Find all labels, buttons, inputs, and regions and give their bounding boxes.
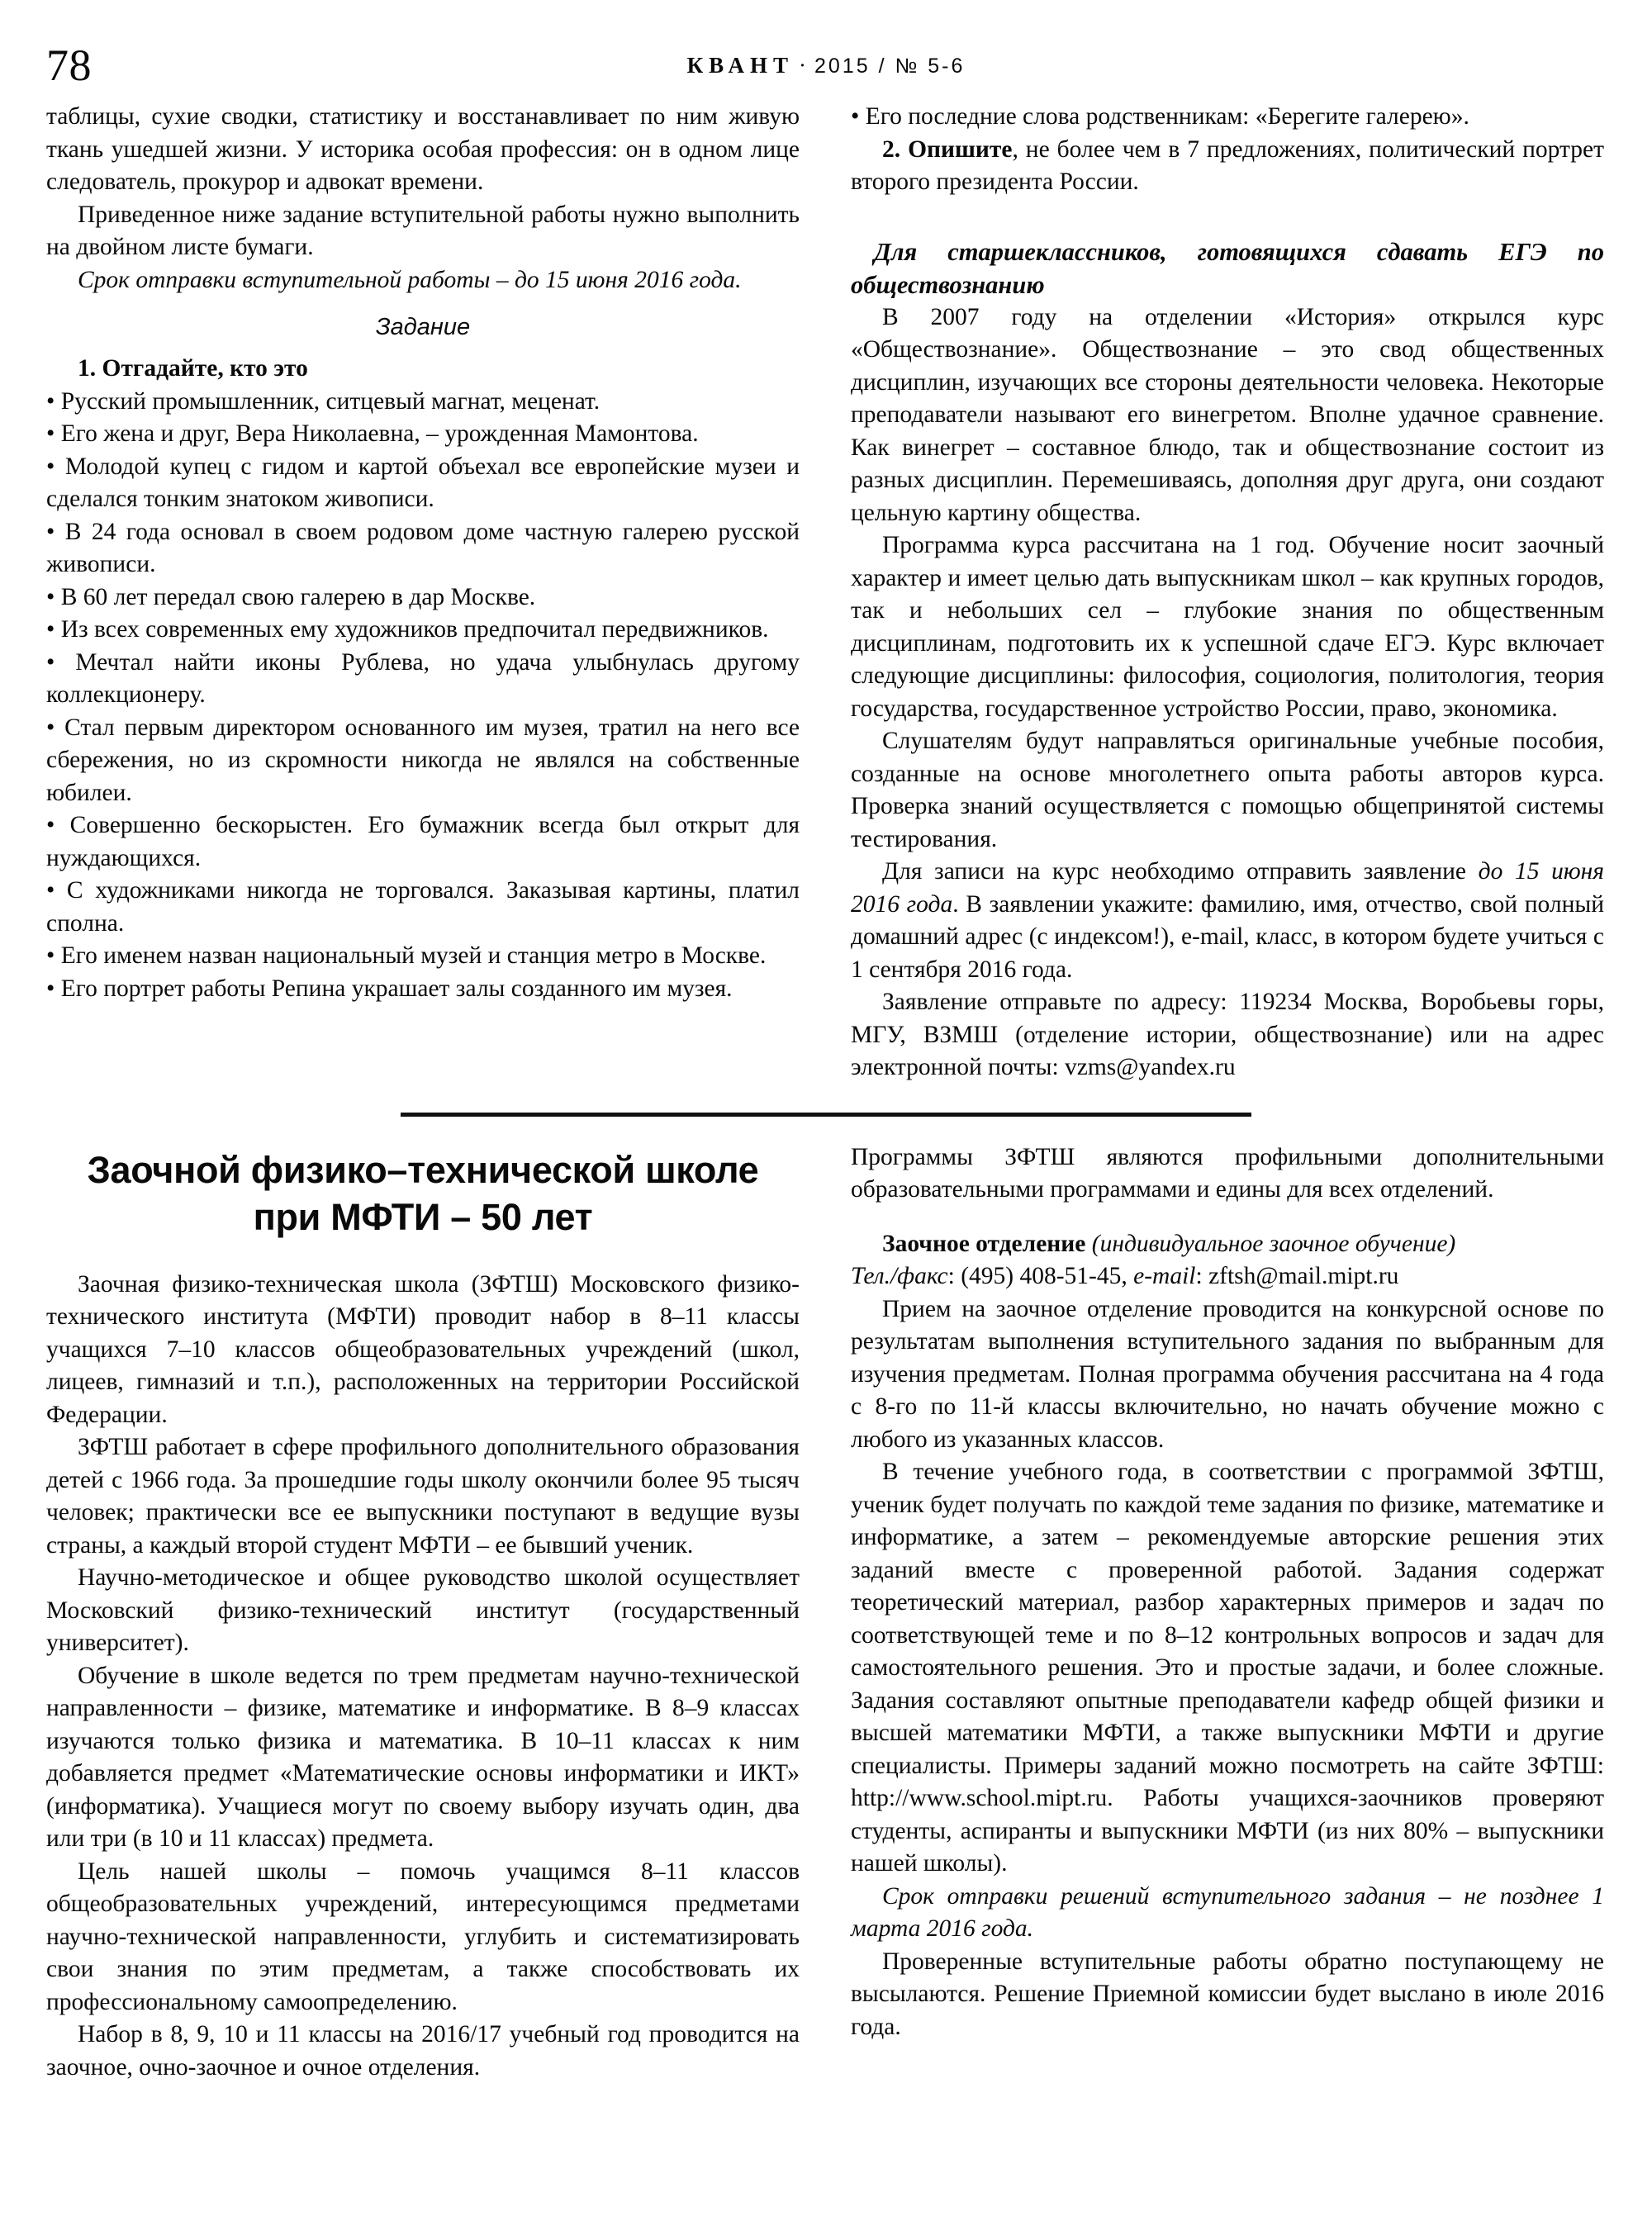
masthead-separator: · (799, 53, 810, 78)
postal-address-paragraph: Заявление отправьте по адресу: 119234 Москва, Воробьевы горы, МГУ, ВЗМШ (отделение истории, обществознание) или на адрес электронной почты: vzms@yandex.ru (851, 989, 1604, 1080)
enrolment-prefix: Для записи на курс необходимо отправить заявление (882, 858, 1479, 885)
department-subtitle: (индивидуальное заочное обучение) (1091, 1230, 1456, 1257)
telephone-label: Тел./факс (851, 1263, 948, 1289)
ege-paragraph: В 2007 году на отделении «История» открылся курс «Обществознание». Обществознание – это свод общественных дисциплин, изучающих все стороны деятельности человека. Некоторые преподаватели называют его винегретом. Вполне удачное сравнение. Как винегрет – составное блюдо, так и обществознание состоит из разных дисциплин. Перемешиваясь, дополняя друг друга, они создают цельную картину общества. (851, 303, 1604, 526)
spacer (851, 199, 1604, 221)
enrolment-paragraph (851, 856, 1604, 986)
task1-bullet: • В 24 года основал в своем родовом доме частную галерею русской живописи. (46, 516, 800, 581)
final-paragraph: Проверенные вступительные работы обратно поступающему не высылаются. Решение Приемной комиссии будет выслано в июле 2016 года. (851, 1948, 1604, 2040)
task1-bullet: • Молодой купец с гидом и картой объехал все европейские музеи и сделался тонким знатоком живописи. (46, 451, 800, 516)
journal-issue: 2015 / № 5-6 (814, 55, 966, 78)
article-paragraph: Цель нашей школы – помочь учащимся 8–11 классов общеобразовательных учреждений, интересующимся предметами научно-технической направленности, углубить и систематизировать свои знания по этим предметам, а также способствовать их профессиональному самоопределению. (46, 1858, 800, 2015)
task1-number: 1. (78, 355, 97, 382)
article-paragraph: Заочная физико-техническая школа (ЗФТШ) Московского физико-технического института (МФТИ) проводит набор в 8–11 классы учащихся 7–10 классов общеобразовательных учреждений (школ, лицеев, гимназий и т.п.), расположенных на территории Российской Федерации. (46, 1270, 800, 1428)
right-column-lower (851, 1141, 1604, 2044)
task1-bullet: • Из всех современных ему художников предпочитал передвижников. (46, 614, 800, 647)
task2-paragraph (851, 134, 1604, 199)
enrolment-deadline: до 15 июня 2016 года (851, 858, 1604, 918)
task-caption: Задание (375, 314, 471, 340)
admission-paragraph: Прием на заочное отделение проводится на конкурсной основе по результатам выполнения вступительного задания по выбранным для изучения предметам. Полная программа обучения рассчитана на 4 года с 8-го по 11-й классы включительно, но начать обучение можно с любого из указанных классов. (851, 1295, 1604, 1453)
lower-columns (46, 1141, 1606, 2085)
contact-line: Тел./факс: (495) 408-51-45, e-mail: zftsh@mail.mipt.ru (851, 1263, 1399, 1289)
task1-title: Отгадайте, кто это (102, 355, 308, 382)
task1-bullet: • Стал первым директором основанного им музея, тратил на него все сбережения, но из скромности никогда не являлся на собственные юбилеи. (46, 712, 800, 810)
paragraph-deadline: Срок отправки вступительной работы – до 15 июня 2016 года. (78, 266, 742, 293)
enrolment-rest: . В заявлении укажите: фамилию, имя, отчество, свой полный домашний адрес (с индексом!), e-mail, класс, в котором будете учиться с 1 сентября 2016 года. (851, 890, 1604, 983)
task1-bullet: • Совершенно бескорыстен. Его бумажник всегда был открыт для нуждающихся. (46, 809, 800, 875)
programs-intro-paragraph: Программы ЗФТШ являются профильными дополнительными образовательными программами и едины для всех отделений. (851, 1143, 1604, 1203)
article-separator (46, 1113, 1606, 1117)
task2-number: 2. (882, 135, 901, 163)
telephone-value: (495) 408-51-45 (961, 1263, 1122, 1289)
coursework-paragraph: В течение учебного года, в соответствии с программой ЗФТШ, ученик будет получать по каждой теме задания по физике, математике и информатике, а затем – рекомендуемые авторские решения этих заданий вместе с проверенной работой. Задания содержат теоретический материал, разбор характерных примеров и задач по соответствующей теме и по 8–12 контрольных вопросов и задач для самостоятельного решения. Это и простые задачи, и более сложные. Задания составляют опытные преподаватели кафедр общей физики и высшей математики МФТИ, а также выпускники МФТИ и другие специалисты. Примеры заданий можно посмотреть на сайте ЗФТШ: http://www.school.mipt.ru. Работы учащихся-заочников проверяют студенты, аспиранты и выпускники МФТИ (из них 80% – выпускники нашей школы). (851, 1459, 1604, 1877)
spacer (851, 1207, 1604, 1228)
article-paragraph: ЗФТШ работает в сфере профильного дополнительного образования детей с 1966 года. За прошедшие годы школу окончили более 95 тысяч человек; практически все ее выпускники поступают в ведущие вузы страны, а каждый второй студент МФТИ – ее бывший ученик. (46, 1434, 800, 1559)
task1-bullet: • Мечтал найти иконы Рублева, но удача улыбнулась другому коллекционеру. (46, 647, 800, 712)
ege-paragraph: Программа курса рассчитана на 1 год. Обучение носит заочный характер и имеет целью дать выпускникам школ – как крупных городов, так и небольших сел – глубокие знания по общественным дисциплинам, подготовить их к успешной сдаче ЕГЭ. Курс включает следующие дисциплины: философия, социология, политология, теория государства, государственное устройство России, право, экономика. (851, 532, 1604, 722)
article-paragraph: Научно-методическое и общее руководство школой осуществляет Московский физико-технический институт (государственный университет). (46, 1564, 800, 1656)
task1-bullet: • С художниками никогда не торговался. Заказывая картины, платил сполна. (46, 875, 800, 940)
ege-paragraph: Слушателям будут направляться оригинальные учебные пособия, созданные на основе многолетнего опыта работы авторов курса. Проверка знаний осуществляется с помощью общепринятой системы тестирования. (851, 728, 1604, 852)
department-name: Заочное отделение (882, 1230, 1086, 1257)
journal-name: КВАНТ (686, 53, 795, 78)
task2-verb: Опишите (908, 135, 1013, 163)
task1-bullet: • В 60 лет передал свою галерею в дар Москве. (46, 581, 800, 615)
task1-bullet: • Его именем назван национальный музей и станция метро в Москве. (46, 940, 800, 973)
email-value: zftsh@mail.mipt.ru (1208, 1263, 1399, 1289)
page-number: 78 (46, 40, 92, 90)
section-heading-ege: Для старшеклассников, готовящихся сдавать ЕГЭ по обществознанию (851, 237, 1604, 299)
paragraph-instruction: Приведенное ниже задание вступительной работы нужно выполнить на двойном листе бумаги. (46, 201, 800, 260)
email-label: e-mail (1133, 1263, 1196, 1289)
paragraph-continued: таблицы, сухие сводки, статистику и восстанавливает по ним живую ткань ушедшей жизни. У историка особая профессия: он в одном лице следователь, прокурор и адвокат времени. (46, 103, 800, 195)
department-heading (851, 1228, 1604, 1261)
article-paragraph: Обучение в школе ведется по трем предметам научно-технической направленности – физике, математике и информатике. В 8–9 классах изучаются только физика и математика. В 10–11 классах к ним добавляется предмет «Математические основы информатики и ИКТ» (информатика). Учащиеся могут по своему выбору изучать один, два или три (в 10 и 11 классах) предмета. (46, 1662, 800, 1852)
task1-bullet: • Его портрет работы Репина украшает залы созданного им музея. (46, 973, 800, 1006)
article-title-line1: Заочной физико–технической школе (87, 1148, 759, 1191)
task1-bullet-last: • Его последние слова родственникам: «Берегите галерею». (851, 101, 1604, 134)
article-title (46, 1146, 800, 1241)
task1-heading (46, 353, 800, 386)
left-column-upper (46, 101, 800, 1005)
left-column-lower (46, 1141, 800, 2085)
task1-bullet: • Его жена и друг, Вера Николаевна, – урожденная Мамонтова. (46, 418, 800, 451)
journal-masthead (46, 53, 1606, 78)
right-column-upper (851, 101, 1604, 1084)
running-head (46, 38, 1606, 96)
article-paragraph: Набор в 8, 9, 10 и 11 классы на 2016/17 учебный год проводится на заочное, очно-заочное и очное отделения. (46, 2021, 800, 2081)
article-title-line2: при МФТИ – 50 лет (253, 1195, 593, 1238)
task1-bullet: • Русский промышленник, ситцевый магнат, меценат. (46, 386, 800, 419)
submission-deadline: Срок отправки решений вступительного задания – не позднее 1 марта 2016 года. (851, 1882, 1604, 1942)
task2-text: , не более чем в 7 предложениях, политический портрет второго президента России. (851, 135, 1604, 195)
upper-columns (46, 101, 1606, 1084)
horizontal-rule (401, 1113, 1251, 1117)
